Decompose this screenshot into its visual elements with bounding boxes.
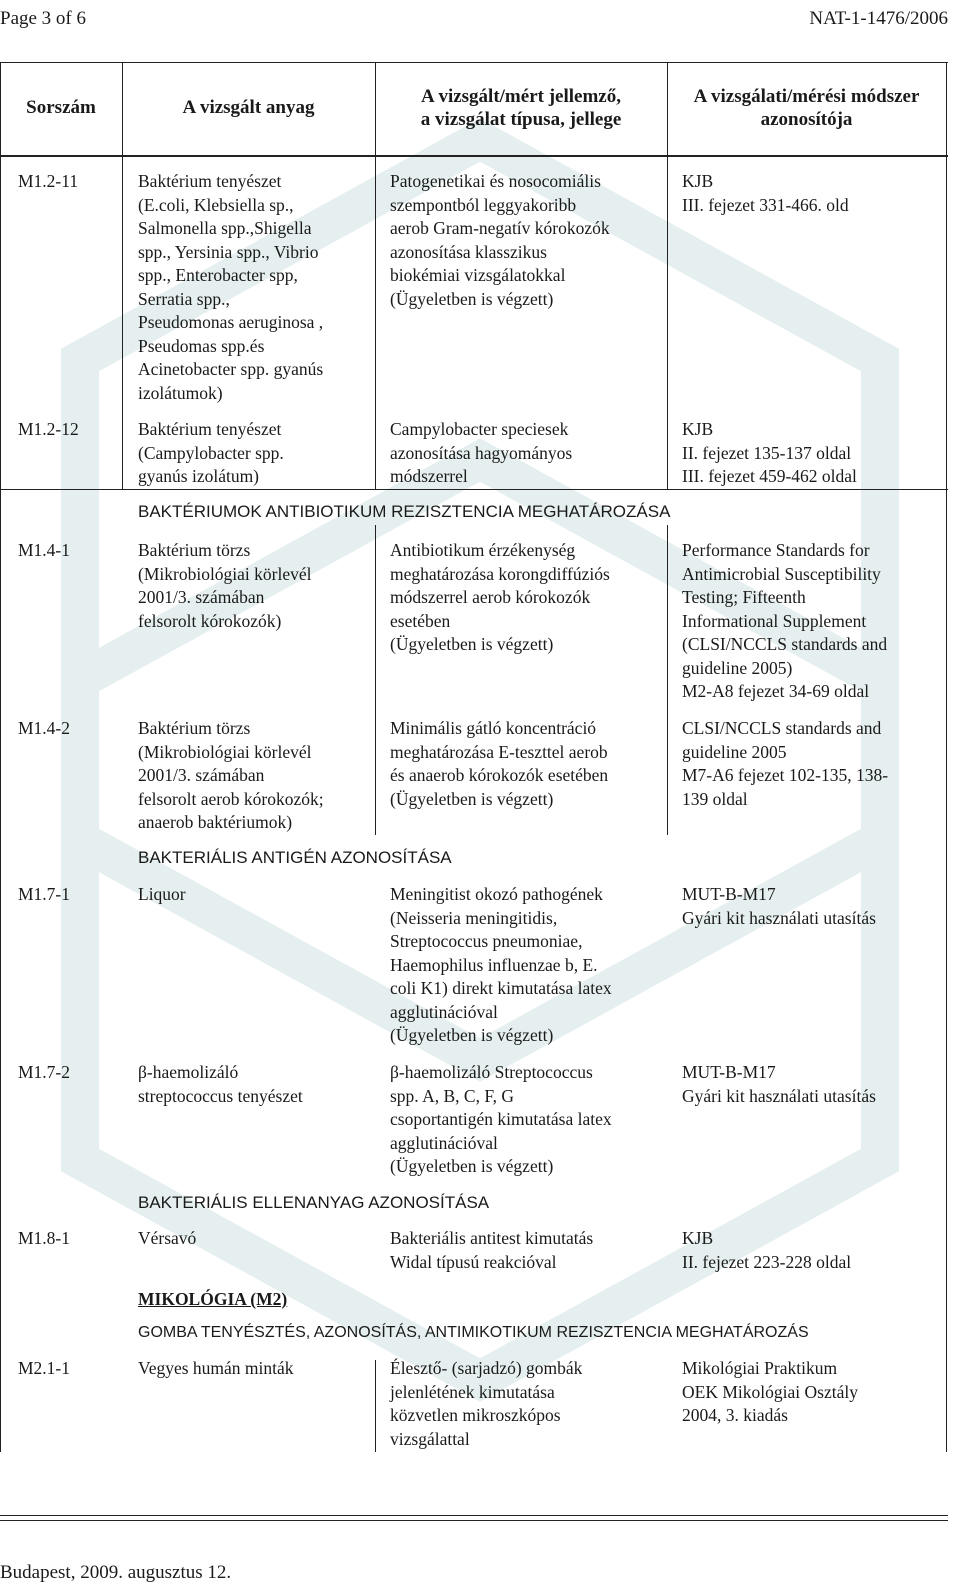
row-material: Vérsavó: [138, 1228, 197, 1248]
row-property: Bakteriális antitest kimutatás Widal típusú reakcióval: [390, 1228, 594, 1272]
row-material: Baktérium törzs (Mikrobiológiai körlevél 2001/3. számában felsorolt kórokozók): [138, 540, 312, 631]
row-material: Vegyes humán minták: [138, 1358, 294, 1378]
row-property: Élesztő- (sarjadzó) gombák jelenlétének kimutatása közvetlen mikroszkópos vizsgálattal: [390, 1358, 583, 1449]
row-id: M1.7-2: [18, 1062, 71, 1082]
row-id: M1.7-1: [18, 884, 71, 904]
row-method: MUT-B-M17 Gyári kit használati utasítás: [682, 884, 876, 928]
section-heading: BAKTERIÁLIS ELLENANYAG AZONOSÍTÁSA: [138, 1193, 490, 1212]
section-heading: BAKTÉRIUMOK ANTIBIOTIKUM REZISZTENCIA MEGHATÁROZÁSA: [138, 502, 671, 521]
row-id: M1.8-1: [18, 1228, 71, 1248]
document-id: NAT-1-1476/2006: [809, 8, 948, 29]
row-material: Baktérium tenyészet (Campylobacter spp. gyanús izolátum): [138, 419, 284, 486]
row-material: Baktérium törzs (Mikrobiológiai körlevél 2001/3. számában felsorolt aerob kórokozók; anaerob baktériumok): [138, 718, 324, 832]
row-method: CLSI/NCCLS standards and guideline 2005 M7-A6 fejezet 102-135, 138- 139 oldal: [682, 718, 889, 809]
section-heading-main: MIKOLÓGIA (M2): [138, 1289, 288, 1309]
row-material: Baktérium tenyészet (E.coli, Klebsiella sp., Salmonella spp.,Shigella spp., Yersinia spp., Vibrio spp., Enterobacter spp, Serratia spp., Pseudomonas aeruginosa , Pseudomas spp.és Acinetobacter spp. gyanús izolátumok): [138, 171, 324, 403]
row-method: KJB II. fejezet 223-228 oldal: [682, 1228, 852, 1272]
column-header-material: A vizsgált anyag: [182, 97, 315, 118]
row-property: Antibiotikum érzékenység meghatározása korongdiffúziós módszerrel aerob kórokozók esetében (Ügyeletben is végzett): [390, 540, 610, 654]
row-method: Mikológiai Praktikum OEK Mikológiai Osztály 2004, 3. kiadás: [682, 1358, 858, 1425]
footer-rule-bottom: [0, 1520, 948, 1521]
row-id: M2.1-1: [18, 1358, 71, 1378]
row-id: M1.2-12: [18, 419, 79, 439]
row-method: Performance Standards for Antimicrobial Susceptibility Testing; Fifteenth Informational Supplement (CLSI/NCCLS standards and guideline 2005) M2-A8 fejezet 34-69 oldal: [682, 540, 888, 701]
table-left-border: [0, 62, 1, 1452]
row-method: KJB II. fejezet 135-137 oldal III. fejezet 459-462 oldal: [682, 419, 857, 486]
column-header-method: A vizsgálati/mérési módszer azonosítója: [693, 86, 920, 130]
row-property: Meningitist okozó pathogének (Neisseria meningitidis, Streptococcus pneumoniae, Haemophilus influenzae b, E. coli K1) direkt kimutatása latex agglutinációval (Ügyeletben is végzett): [390, 884, 612, 1045]
row-property: Campylobacter speciesek azonosítása hagyományos módszerrel: [390, 419, 573, 486]
row-material: β-haemolizáló streptococcus tenyészet: [138, 1062, 303, 1106]
table-top-rule: [0, 62, 948, 63]
row-property: Patogenetikai és nosocomiális szempontból leggyakoribb aerob Gram-negatív kórokozók azonosítása klasszikus biokémiai vizsgálatokkal (Ügyeletben is végzett): [390, 171, 610, 309]
row-separator: [0, 489, 948, 490]
column-header-property: A vizsgált/mért jellemző, a vizsgálat típusa, jellege: [420, 86, 622, 130]
row-method: KJB III. fejezet 331-466. old: [682, 171, 849, 215]
section-heading: GOMBA TENYÉSZTÉS, AZONOSÍTÁS, ANTIMIKOTIKUM REZISZTENCIA MEGHATÁROZÁS: [138, 1324, 809, 1341]
section-heading: BAKTERIÁLIS ANTIGÉN AZONOSÍTÁSA: [138, 848, 452, 867]
row-property: β-haemolizáló Streptococcus spp. A, B, C, F, G csoportantigén kimutatása latex agglutinációval (Ügyeletben is végzett): [390, 1062, 612, 1176]
column-header-id: Sorszám: [26, 97, 96, 118]
row-material: Liquor: [138, 884, 186, 904]
header-bottom-rule: [0, 155, 948, 157]
footer-rule-top: [0, 1515, 948, 1516]
row-id: M1.4-1: [18, 540, 71, 560]
footer-place-date: Budapest, 2009. augusztus 12.: [0, 1562, 232, 1583]
page-number: Page 3 of 6: [0, 8, 87, 29]
row-method: MUT-B-M17 Gyári kit használati utasítás: [682, 1062, 876, 1106]
row-id: M1.4-2: [18, 718, 71, 738]
table-right-border: [946, 62, 947, 1452]
row-property: Minimális gátló koncentráció meghatározása E-teszttel aerob és anaerob kórokozók esetében (Ügyeletben is végzett): [390, 718, 609, 809]
row-id: M1.2-11: [18, 171, 79, 191]
